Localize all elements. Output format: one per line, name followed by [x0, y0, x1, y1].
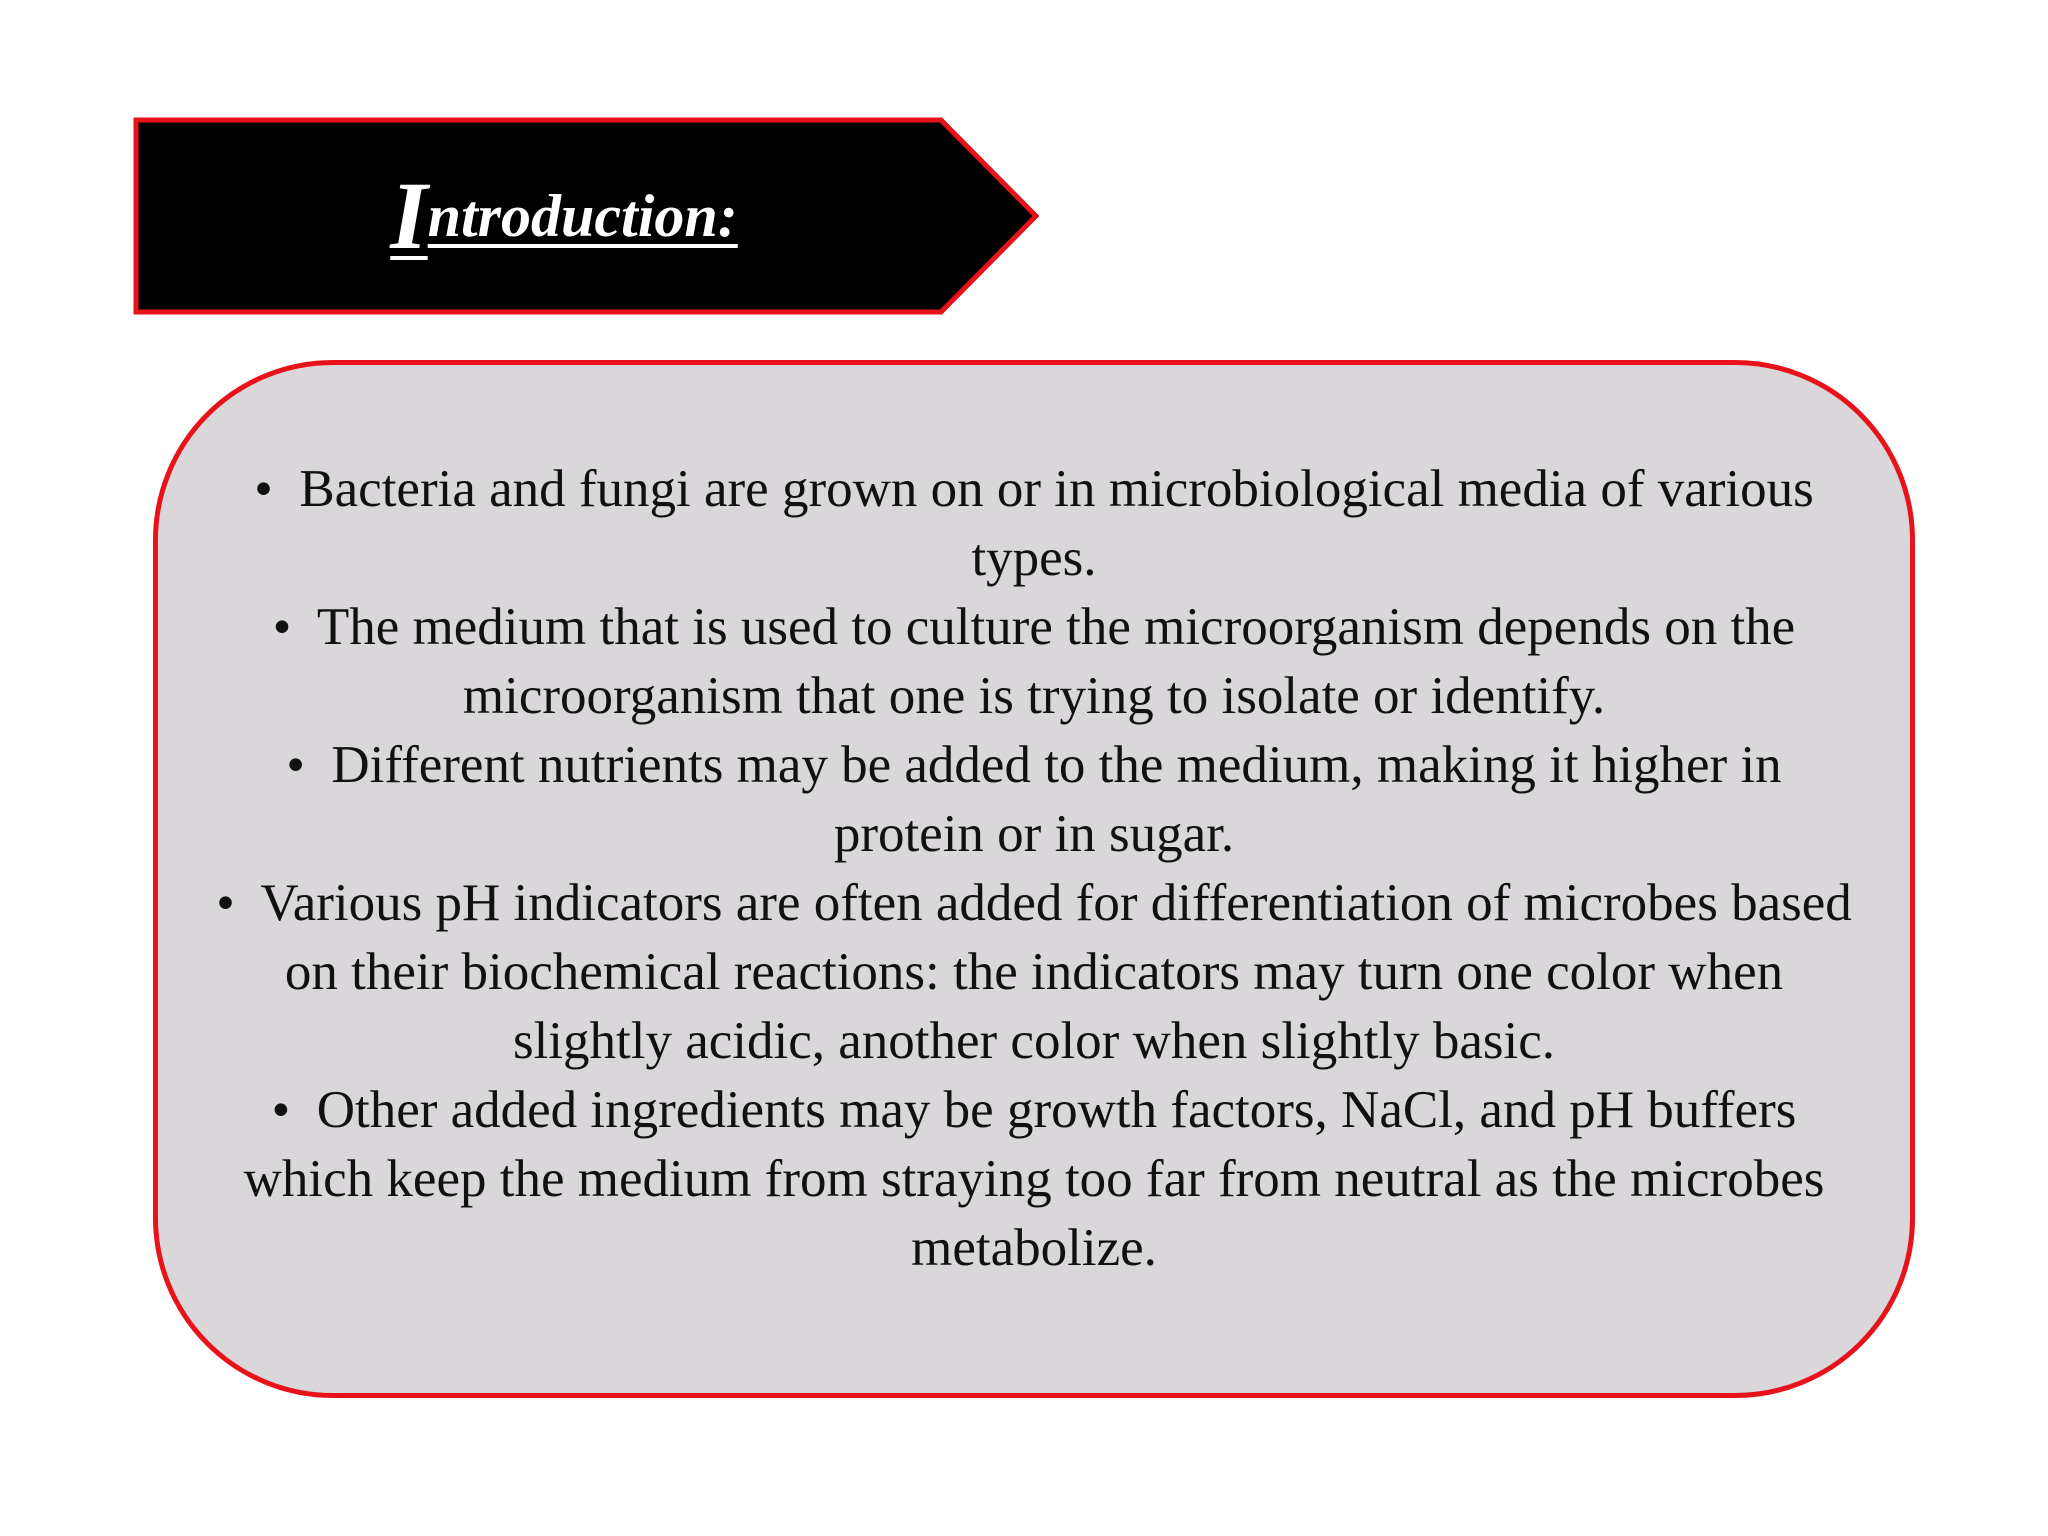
slide-title-rest: ntroduction: — [427, 183, 738, 249]
bullet-marker: • — [271, 1081, 291, 1139]
bullet-item — [214, 593, 1854, 731]
bullet-text: The medium that is used to culture the microorganism depends on the microorganism that one is trying to isolate or identify. — [316, 598, 1796, 725]
bullet-text: Other added ingredients may be growth factors, NaCl, and pH buffers which keep the medium from straying too far from neutral as the microbes metabolize. — [243, 1081, 1825, 1277]
slide-title — [133, 117, 995, 315]
bullet-marker: • — [254, 460, 273, 518]
title-banner — [133, 117, 1039, 315]
bullet-item — [214, 455, 1854, 593]
bullet-marker: • — [216, 874, 235, 932]
slide-title-initial: I — [390, 162, 428, 269]
bullet-marker: • — [286, 736, 305, 794]
bullet-marker: • — [272, 598, 292, 656]
bullet-text: Bacteria and fungi are grown on or in microbiological media of various types. — [299, 460, 1814, 587]
bullet-list — [214, 455, 1854, 1283]
bullet-item — [214, 731, 1854, 869]
bullet-text: Various pH indicators are often added for differentiation of microbes based on their biochemical reactions: the indicators may turn one color when slightly acidic, another color when slightly basic. — [260, 874, 1852, 1070]
bullet-item — [214, 1076, 1854, 1283]
bullet-text: Different nutrients may be added to the medium, making it higher in protein or in sugar. — [331, 736, 1782, 863]
content-box — [153, 360, 1915, 1398]
bullet-item — [214, 869, 1854, 1076]
